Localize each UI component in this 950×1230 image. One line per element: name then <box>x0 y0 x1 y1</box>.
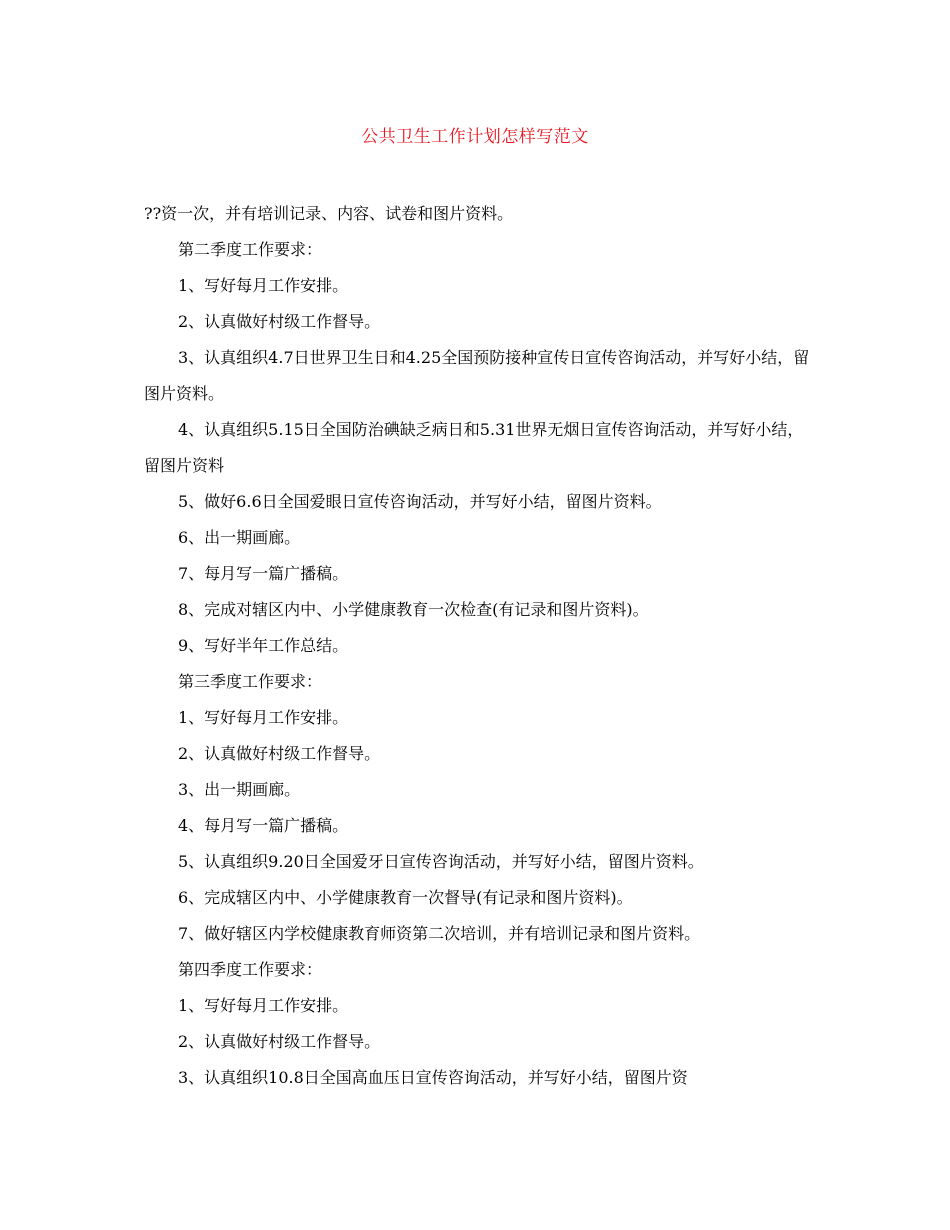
paragraph: 5、做好6.6日全国爱眼日宣传咨询活动，并写好小结，留图片资料。 <box>178 492 662 511</box>
section-heading: 第三季度工作要求： <box>178 672 323 691</box>
paragraph: 1、写好每月工作安排。 <box>178 276 349 295</box>
paragraph: ??资一次，并有培训记录、内容、试卷和图片资料。 <box>144 204 514 223</box>
section-heading: 第二季度工作要求： <box>178 240 323 259</box>
paragraph: 6、完成辖区内中、小学健康教育一次督导(有记录和图片资料)。 <box>178 888 633 907</box>
paragraph: 2、认真做好村级工作督导。 <box>178 744 381 763</box>
document-title: 公共卫生工作计划怎样写范文 <box>361 127 589 147</box>
paragraph: 3、认真组织4.7日世界卫生日和4.25全国预防接种宣传日宣传咨询活动，并写好小结，留图片资料。 <box>144 348 810 403</box>
paragraph: 7、做好辖区内学校健康教育师资第二次培训，并有培训记录和图片资料。 <box>178 924 701 943</box>
document-body <box>144 196 812 1096</box>
paragraph: 3、出一期画廊。 <box>178 780 301 799</box>
paragraph: 8、完成对辖区内中、小学健康教育一次检查(有记录和图片资料)。 <box>178 600 649 619</box>
paragraph: 4、认真组织5.15日全国防治碘缺乏病日和5.31世界无烟日宣传咨询活动，并写好小结，留图片资料 <box>144 420 804 475</box>
paragraph: 2、认真做好村级工作督导。 <box>178 312 381 331</box>
paragraph: 4、每月写一篇广播稿。 <box>178 816 349 835</box>
paragraph: 5、认真组织9.20日全国爱牙日宣传咨询活动，并写好小结，留图片资料。 <box>178 852 704 871</box>
paragraph: 2、认真做好村级工作督导。 <box>178 1032 381 1051</box>
paragraph: 7、每月写一篇广播稿。 <box>178 564 349 583</box>
paragraph: 1、写好每月工作安排。 <box>178 708 349 727</box>
paragraph: 3、认真组织10.8日全国高血压日宣传咨询活动，并写好小结，留图片资 <box>178 1068 688 1087</box>
paragraph: 1、写好每月工作安排。 <box>178 996 349 1015</box>
paragraph: 6、出一期画廊。 <box>178 528 301 547</box>
paragraph: 9、写好半年工作总结。 <box>178 636 349 655</box>
section-heading: 第四季度工作要求： <box>178 960 323 979</box>
